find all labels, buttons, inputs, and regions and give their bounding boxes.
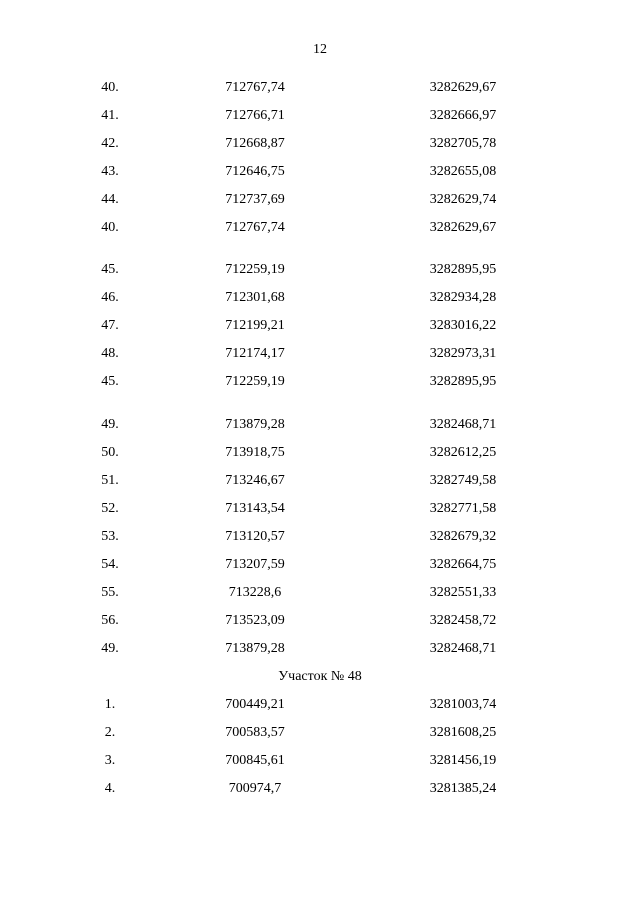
y-coordinate: 3282612,25: [429, 445, 497, 460]
x-coordinate: 713879,28: [225, 641, 285, 656]
x-coordinate: 712301,68: [225, 290, 285, 305]
x-coordinate: 713523,09: [225, 613, 285, 628]
point-number: 53.: [101, 529, 119, 544]
coordinate-group-2: [0, 261, 640, 401]
table-row: [0, 163, 640, 191]
x-coordinate: 700449,21: [225, 697, 285, 712]
point-number: 46.: [101, 290, 119, 305]
table-row: [0, 640, 640, 668]
coordinate-group-3: [0, 416, 640, 668]
point-number: 49.: [101, 417, 119, 432]
x-coordinate: 713207,59: [225, 557, 285, 572]
table-row: [0, 135, 640, 163]
y-coordinate: 3281456,19: [429, 753, 497, 768]
x-coordinate: 712259,19: [225, 262, 285, 277]
table-row: [0, 191, 640, 219]
x-coordinate: 700974,7: [228, 781, 282, 796]
y-coordinate: 3282679,32: [429, 529, 497, 544]
y-coordinate: 3282458,72: [429, 613, 497, 628]
point-number: 47.: [101, 318, 119, 333]
x-coordinate: 712646,75: [225, 164, 285, 179]
x-coordinate: 713879,28: [225, 417, 285, 432]
x-coordinate: 713246,67: [225, 473, 285, 488]
y-coordinate: 3282895,95: [429, 262, 497, 277]
section-title: Участок № 48: [278, 669, 362, 684]
x-coordinate: 712174,17: [225, 346, 285, 361]
point-number: 45.: [101, 262, 119, 277]
y-coordinate: 3282468,71: [429, 641, 497, 656]
x-coordinate: 713120,57: [225, 529, 285, 544]
x-coordinate: 712766,71: [225, 108, 285, 123]
point-number: 48.: [101, 346, 119, 361]
x-coordinate: 712259,19: [225, 374, 285, 389]
x-coordinate: 700583,57: [225, 725, 285, 740]
table-row: [0, 373, 640, 401]
table-row: [0, 444, 640, 472]
y-coordinate: 3282629,67: [429, 80, 497, 95]
table-row: [0, 289, 640, 317]
point-number: 40.: [101, 80, 119, 95]
y-coordinate: 3282664,75: [429, 557, 497, 572]
table-row: [0, 612, 640, 640]
x-coordinate: 712668,87: [225, 136, 285, 151]
x-coordinate: 713228,6: [228, 585, 282, 600]
x-coordinate: 712737,69: [225, 192, 285, 207]
point-number: 56.: [101, 613, 119, 628]
table-row: [0, 696, 640, 724]
point-number: 49.: [101, 641, 119, 656]
y-coordinate: 3282705,78: [429, 136, 497, 151]
y-coordinate: 3282629,74: [429, 192, 497, 207]
point-number: 51.: [101, 473, 119, 488]
table-row: [0, 79, 640, 107]
point-number: 54.: [101, 557, 119, 572]
x-coordinate: 713143,54: [225, 501, 285, 516]
point-number: 3.: [104, 753, 116, 768]
point-number: 40.: [101, 220, 119, 235]
table-row: [0, 752, 640, 780]
point-number: 2.: [104, 725, 116, 740]
point-number: 52.: [101, 501, 119, 516]
table-row: [0, 528, 640, 556]
y-coordinate: 3282749,58: [429, 473, 497, 488]
y-coordinate: 3282666,97: [429, 108, 497, 123]
point-number: 44.: [101, 192, 119, 207]
y-coordinate: 3281608,25: [429, 725, 497, 740]
y-coordinate: 3281385,24: [429, 781, 497, 796]
y-coordinate: 3282655,08: [429, 164, 497, 179]
point-number: 41.: [101, 108, 119, 123]
x-coordinate: 712199,21: [225, 318, 285, 333]
table-row: [0, 724, 640, 752]
table-row: [0, 219, 640, 247]
coordinate-group-4: [0, 696, 640, 808]
y-coordinate: 3282468,71: [429, 417, 497, 432]
page-number: 12: [313, 42, 327, 57]
point-number: 45.: [101, 374, 119, 389]
point-number: 43.: [101, 164, 119, 179]
table-row: [0, 261, 640, 289]
point-number: 55.: [101, 585, 119, 600]
x-coordinate: 700845,61: [225, 753, 285, 768]
table-row: [0, 780, 640, 808]
point-number: 50.: [101, 445, 119, 460]
y-coordinate: 3282934,28: [429, 290, 497, 305]
x-coordinate: 713918,75: [225, 445, 285, 460]
point-number: 42.: [101, 136, 119, 151]
table-row: [0, 556, 640, 584]
coordinate-group-1: [0, 79, 640, 247]
y-coordinate: 3282973,31: [429, 346, 497, 361]
table-row: [0, 584, 640, 612]
table-row: [0, 472, 640, 500]
y-coordinate: 3282629,67: [429, 220, 497, 235]
y-coordinate: 3281003,74: [429, 697, 497, 712]
table-row: [0, 500, 640, 528]
x-coordinate: 712767,74: [225, 220, 285, 235]
table-row: [0, 107, 640, 135]
point-number: 1.: [104, 697, 116, 712]
table-row: [0, 317, 640, 345]
y-coordinate: 3282895,95: [429, 374, 497, 389]
point-number: 4.: [104, 781, 116, 796]
y-coordinate: 3282551,33: [429, 585, 497, 600]
x-coordinate: 712767,74: [225, 80, 285, 95]
table-row: [0, 345, 640, 373]
y-coordinate: 3283016,22: [429, 318, 497, 333]
y-coordinate: 3282771,58: [429, 501, 497, 516]
table-row: [0, 416, 640, 444]
